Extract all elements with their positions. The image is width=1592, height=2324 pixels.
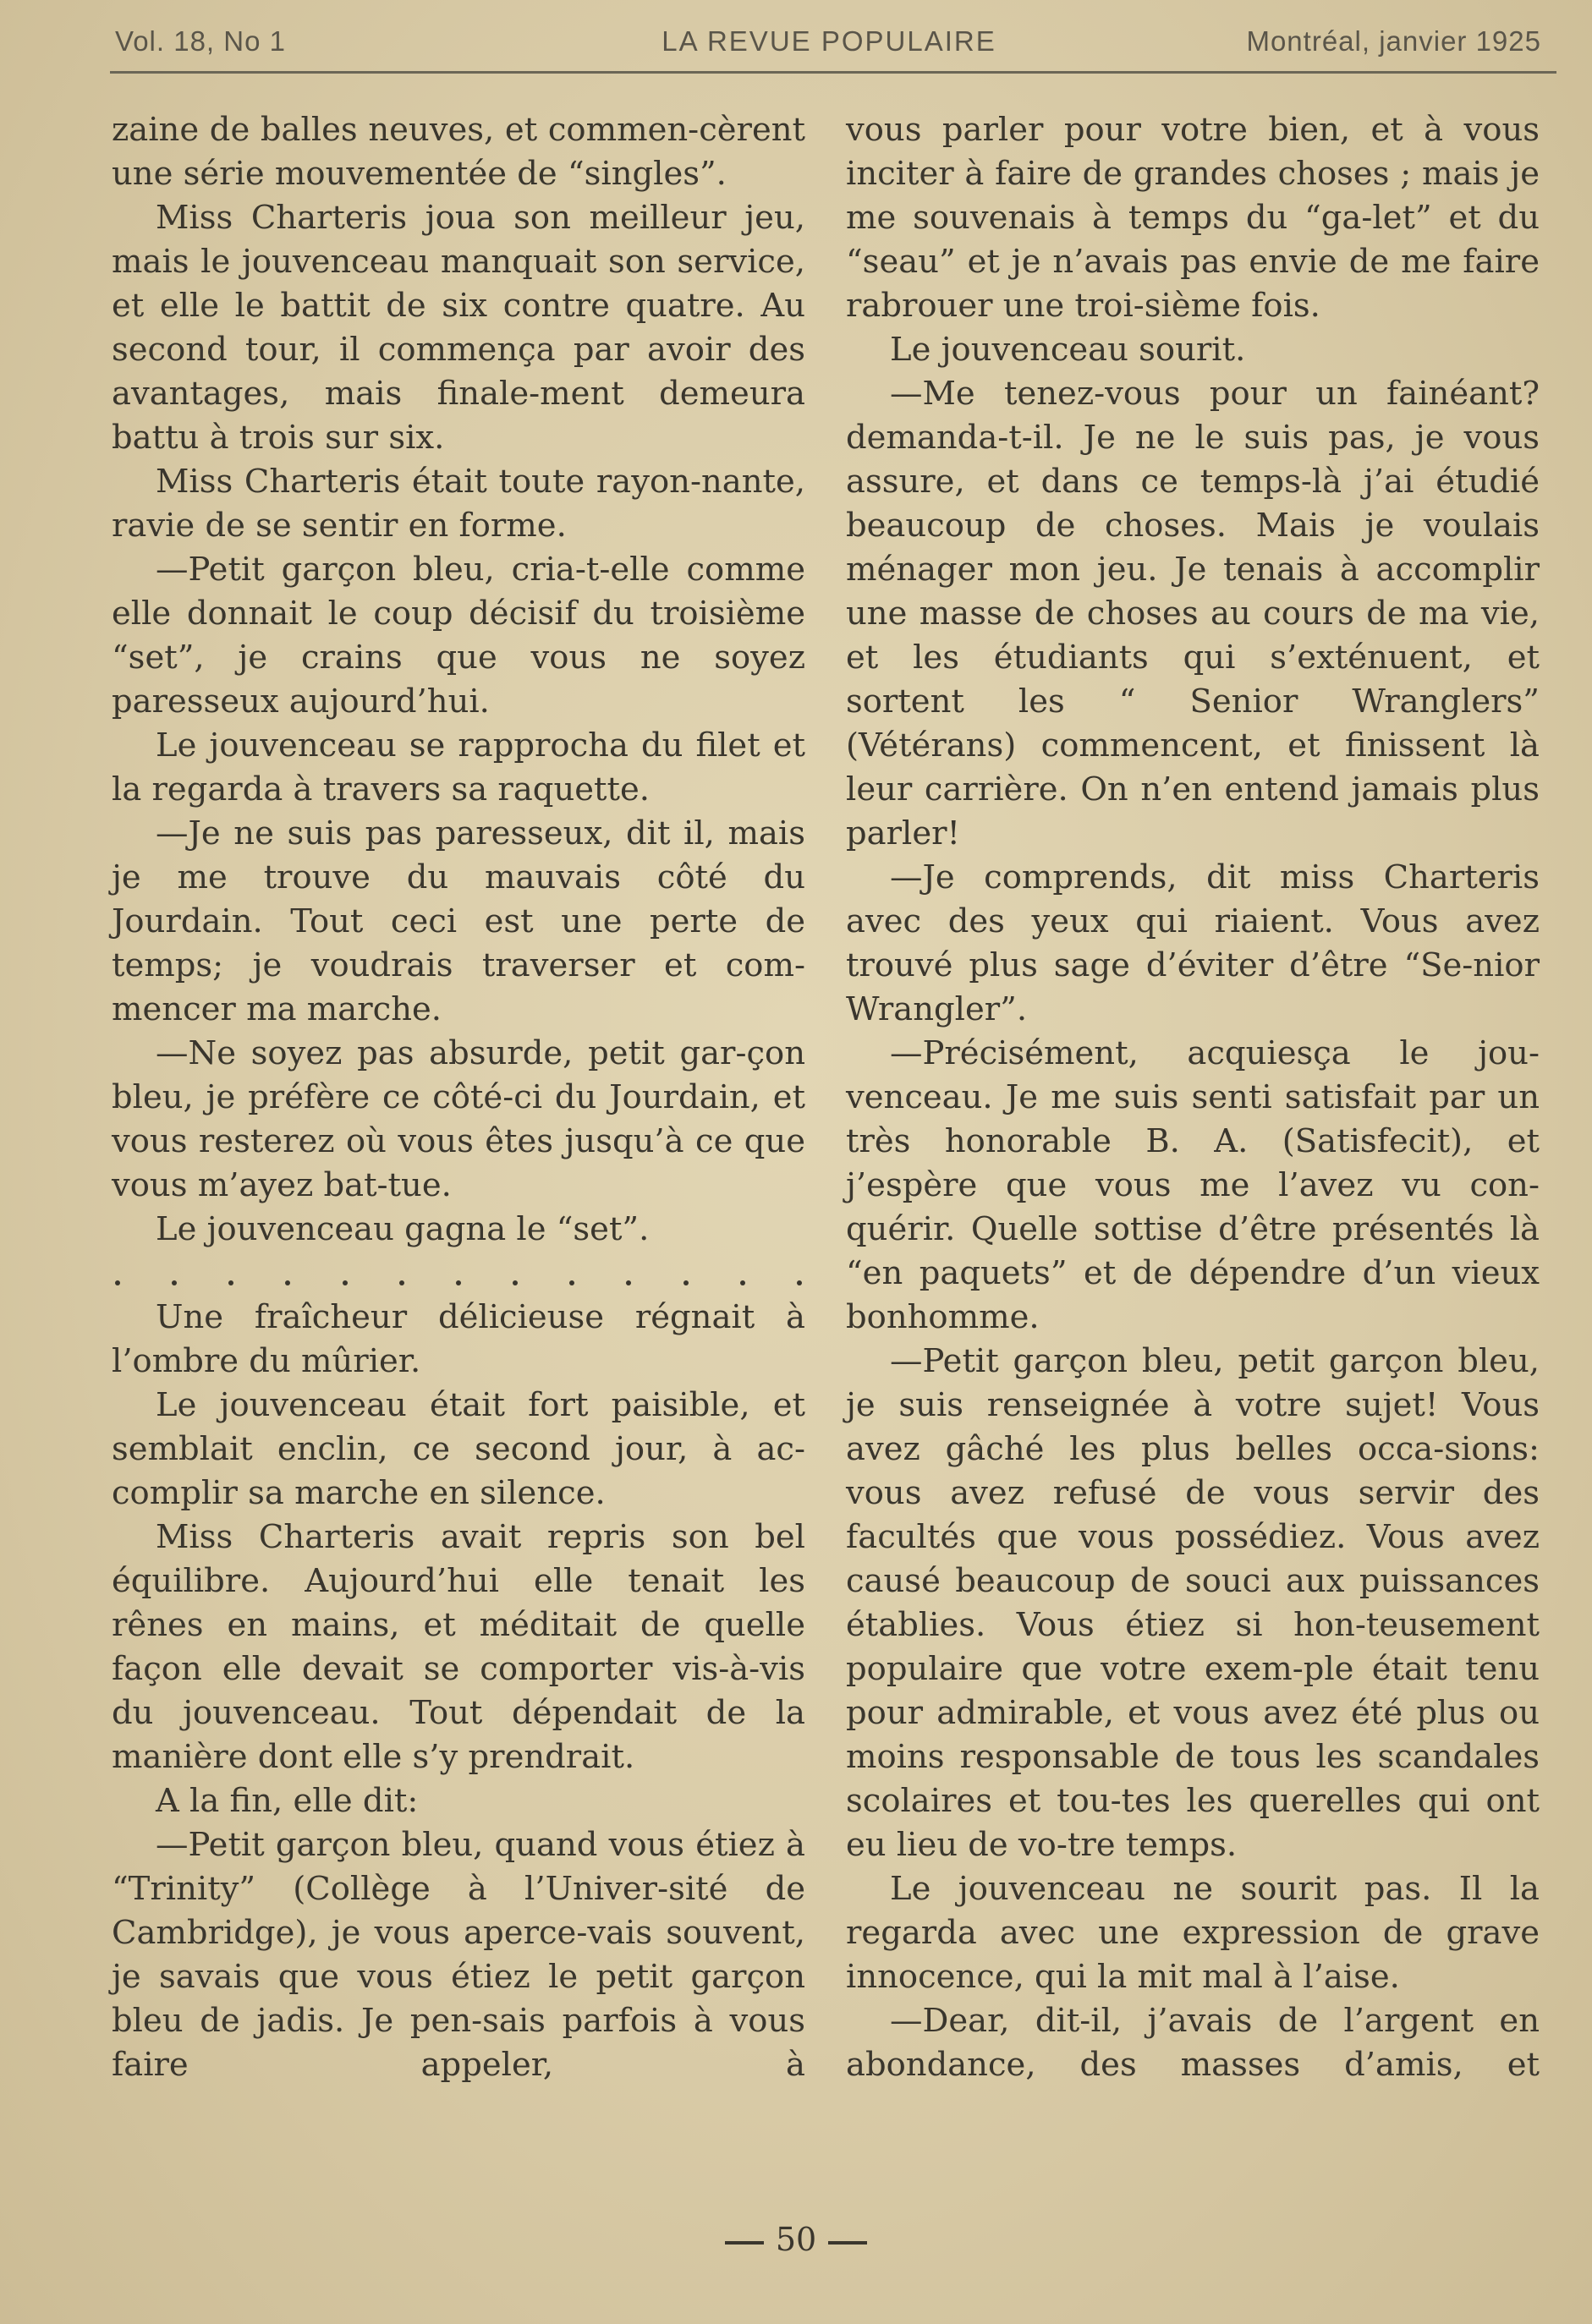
- header-rule: [110, 71, 1556, 74]
- paragraph: Une fraîcheur délicieuse régnait à l’ombre du mûrier.: [112, 1298, 805, 1380]
- paragraph: Miss Charteris joua son meilleur jeu, mais le jouvenceau manquait son service, et elle le battit de six contre quatre. Au second tour, il commença par avoir des avantages, mais finale-ment demeura battu à trois sur six.: [112, 199, 805, 457]
- page-footer: [0, 2221, 1592, 2258]
- dot: [115, 1280, 120, 1285]
- paragraph: —Me tenez-vous pour un fainéant? demanda-t-il. Je ne le suis pas, je vous assure, et dans ce temps-là j’ai étudié beaucoup de choses. Mais je voulais ménager mon jeu. Je tenais à accomplir une masse de choses au cours de ma vie, et les étudiants qui s’exténuent, et sortent les “ Senior Wranglers” (Vétérans) commencent, et finissent là leur carrière. On n’en entend jamais plus parler!: [846, 375, 1540, 852]
- dot: [228, 1280, 233, 1285]
- dot: [569, 1280, 574, 1285]
- page-number: 50: [775, 2221, 817, 2258]
- dot: [172, 1280, 177, 1285]
- dot: [343, 1280, 348, 1285]
- left-text-column: [112, 108, 805, 2087]
- paragraph: Le jouvenceau était fort paisible, et semblait enclin, ce second jour, à ac-complir sa marche en silence.: [112, 1386, 805, 1512]
- paragraph: Le jouvenceau se rapprocha du filet et la regarda à travers sa raquette.: [112, 726, 805, 808]
- paragraph: zaine de balles neuves, et commen-cèrent une série mouvementée de “singles”.: [112, 111, 805, 193]
- dot: [399, 1280, 404, 1285]
- dot: [740, 1280, 745, 1285]
- dot: [285, 1280, 290, 1285]
- paragraph: A la fin, elle dit:: [156, 1782, 419, 1820]
- running-header: [110, 25, 1548, 66]
- paragraph: vous parler pour votre bien, et à vous inciter à faire de grandes choses ; mais je me souvenais à temps du “ga-let” et du “seau” et je n’avais pas envie de me faire rabrouer une troi-sième fois.: [846, 111, 1540, 325]
- paragraph: —Je comprends, dit miss Charteris avec des yeux qui riaient. Vous avez trouvé plus sage d’éviter d’être “Se-nior Wrangler”.: [846, 858, 1540, 1028]
- paragraph: Le jouvenceau ne sourit pas. Il la regarda avec une expression de grave innocence, qui la mit mal à l’aise.: [846, 1870, 1540, 1996]
- paragraph: Miss Charteris était toute rayon-nante, ravie de se sentir en forme.: [112, 463, 805, 545]
- dot: [513, 1280, 518, 1285]
- paragraph: —Petit garçon bleu, quand vous étiez à “Trinity” (Collège à l’Univer-sité de Cambridge), je vous aperce-vais souvent, je savais que vous étiez le petit garçon bleu de jadis. Je pen-sais parfois à vous faire appeler, à: [112, 1826, 805, 2084]
- place-date: Montréal, janvier 1925: [1246, 25, 1541, 57]
- section-break-dots: [112, 1252, 805, 1296]
- footer-dash-right: [828, 2241, 867, 2245]
- paragraph: —Dear, dit-il, j’avais de l’argent en abondance, des masses d’amis, et: [846, 2002, 1540, 2084]
- paragraph: —Ne soyez pas absurde, petit gar-çon bleu, je préfère ce côté-ci du Jourdain, et vous resterez où vous êtes jusqu’à ce que vous m’ayez bat-tue.: [112, 1034, 805, 1204]
- paragraph: —Petit garçon bleu, cria-t-elle comme elle donnait le coup décisif du troisième “set”, je crains que vous ne soyez paresseux aujourd’hui.: [112, 551, 805, 721]
- paragraph: —Petit garçon bleu, petit garçon bleu, je suis renseignée à votre sujet! Vous avez gâché les plus belles occa-sions: vous avez refusé de vous servir des facultés que vous possédiez. Vous avez causé beaucoup de souci aux puissances établies. Vous étiez si hon-teusement populaire que votre exem-ple était tenu pour admirable, et vous avez été plus ou moins responsable de tous les scandales scolaires et tou-tes les querelles qui ont eu lieu de vo-tre temps.: [846, 1342, 1540, 1864]
- paragraph: —Je ne suis pas paresseux, dit il, mais je me trouve du mauvais côté du Jourdain. Tout ceci est une perte de temps; je voudrais traverser et com-mencer ma marche.: [112, 814, 805, 1028]
- paragraph: Le jouvenceau sourit.: [890, 331, 1246, 369]
- dot: [626, 1280, 631, 1285]
- volume-issue: Vol. 18, No 1: [115, 25, 286, 57]
- dot: [683, 1280, 689, 1285]
- paragraph: Miss Charteris avait repris son bel équilibre. Aujourd’hui elle tenait les rênes en mains, et méditait de quelle façon elle devait se comporter vis-à-vis du jouvenceau. Tout dépendait de la manière dont elle s’y prendrait.: [112, 1518, 805, 1776]
- right-text-column: [846, 108, 1540, 2087]
- footer-dash-left: [725, 2241, 764, 2245]
- paragraph: —Précisément, acquiesça le jou-venceau. Je me suis senti satisfait par un très honorable B. A. (Satisfecit), et j’espère que vous me l’avez vu con-quérir. Quelle sottise d’être présentés là “en paquets” et de dépendre d’un vieux bonhomme.: [846, 1034, 1540, 1336]
- dot: [456, 1280, 461, 1285]
- publication-title: LA REVUE POPULAIRE: [662, 25, 996, 57]
- dot: [797, 1280, 802, 1285]
- paragraph: Le jouvenceau gagna le “set”.: [156, 1210, 650, 1248]
